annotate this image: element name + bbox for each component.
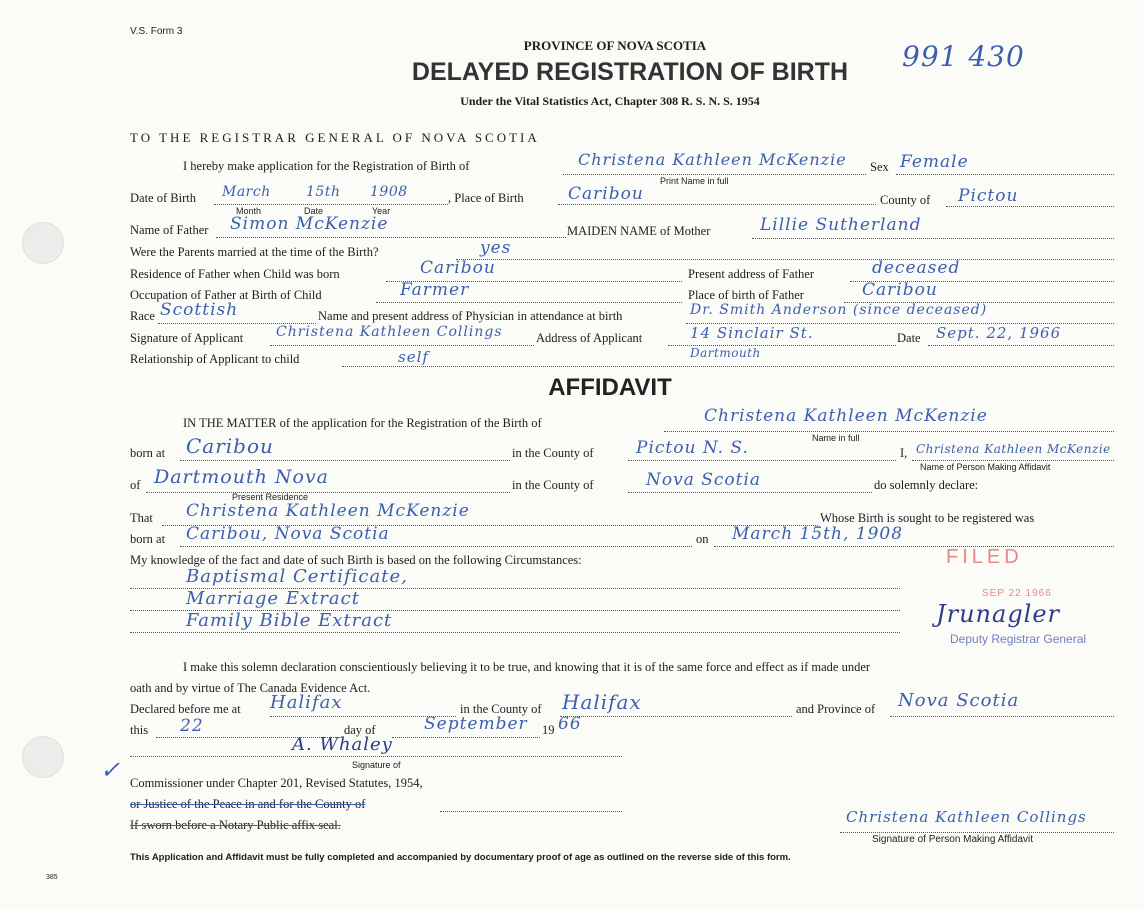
filed-stamp-date: SEP 22 1966 [982, 588, 1052, 599]
form-id: V.S. Form 3 [130, 26, 183, 37]
mother-value: Lillie Sutherland [760, 215, 922, 235]
child-name-value: Christena Kathleen McKenzie [578, 150, 847, 169]
label-commissioner: Commissioner under Chapter 201, Revised Statutes, 1954, [130, 776, 423, 790]
label-born-at: born at [130, 446, 166, 460]
label-of: of [130, 478, 141, 492]
label-year: Year [372, 206, 391, 216]
affidavit-that-value: Christena Kathleen McKenzie [186, 501, 470, 521]
field-line [216, 237, 566, 238]
field-line [558, 204, 876, 205]
label-signature-of: Signature of [352, 760, 401, 770]
label-matter: IN THE MATTER of the application for the Registration of the Birth of [183, 416, 542, 430]
field-line [392, 737, 540, 738]
circumstance-2: Marriage Extract [186, 588, 360, 609]
deputy-registrar-stamp: Deputy Registrar General [950, 632, 1087, 646]
birthplace-father-value: Caribou [862, 280, 938, 300]
footer-note: This Application and Affidavit must be fully completed and accompanied by documentary proof of age as outlined on the reverse side of this form. [130, 852, 791, 863]
field-line [752, 238, 1114, 239]
label-name-in-full: Name in full [812, 433, 860, 443]
field-line [214, 204, 448, 205]
label-name-person-affidavit: Name of Person Making Affidavit [920, 462, 1051, 472]
declaration-line-1: I make this solemn declaration conscientiously believing it to be true, and knowing that it is of the same force and effect as if made under [183, 660, 871, 674]
label-county: County of [880, 193, 931, 207]
label-on: on [696, 532, 709, 546]
label-year-19: 19 [542, 723, 555, 737]
label-solemnly-declare: do solemnly declare: [874, 478, 979, 492]
label-print-name: Print Name in full [660, 176, 729, 186]
relationship-value: self [398, 348, 429, 366]
present-address-father-value: deceased [872, 258, 961, 278]
county-value: Pictou [958, 186, 1019, 206]
label-in-county-2: in the County of [512, 478, 594, 492]
date-applicant-value: Sept. 22, 1966 [936, 324, 1062, 342]
race-value: Scottish [160, 300, 239, 320]
label-justice: or Justice of the Peace in and for the County of [130, 797, 366, 811]
affidavit-child-name: Christena Kathleen McKenzie [704, 406, 988, 426]
field-line [130, 756, 622, 757]
dob-month-value: March [222, 184, 271, 200]
day-value: 22 [180, 716, 204, 736]
label-relationship: Relationship of Applicant to child [130, 352, 300, 366]
label-day-of: day of [344, 723, 376, 737]
label-father: Name of Father [130, 223, 209, 237]
field-line [456, 259, 1114, 260]
label-date-applicant: Date [897, 331, 921, 345]
sex-value: Female [900, 152, 969, 172]
affidavit-born-at-value: Caribou [186, 434, 274, 458]
affidavit-heading: AFFIDAVIT [548, 374, 672, 401]
field-line [560, 716, 792, 717]
month-value: September [424, 714, 528, 734]
label-born-at-2: born at [130, 532, 166, 546]
label-mother: MAIDEN NAME of Mother [567, 224, 711, 238]
field-line [912, 460, 1114, 461]
label-that: That [130, 511, 153, 525]
label-birthplace-father: Place of birth of Father [688, 288, 804, 302]
dob-year-value: 1908 [370, 184, 408, 200]
field-line [440, 811, 622, 812]
label-residence-father: Residence of Father when Child was born [130, 267, 340, 281]
label-whose-birth: Whose Birth is sought to be registered was [820, 511, 1035, 525]
field-line [628, 492, 872, 493]
label-sex: Sex [870, 160, 889, 174]
label-dob: Date of Birth [130, 191, 196, 205]
signature-applicant-value: Christena Kathleen Collings [276, 324, 503, 340]
dob-day-value: 15th [306, 184, 341, 200]
physician-value: Dr. Smith Anderson (since deceased) [690, 302, 988, 318]
affidavit-born-at2-value: Caribou, Nova Scotia [186, 524, 390, 544]
residence-father-value: Caribou [420, 258, 496, 278]
addressee: TO THE REGISTRAR GENERAL OF NOVA SCOTIA [130, 130, 540, 145]
field-line [376, 302, 682, 303]
field-line [890, 716, 1114, 717]
label-signature-applicant: Signature of Applicant [130, 331, 244, 345]
punch-hole [22, 222, 64, 264]
label-signature-person-affidavit: Signature of Person Making Affidavit [872, 834, 1034, 845]
declared-at-value: Halifax [270, 692, 343, 713]
field-line [146, 492, 510, 493]
field-line [180, 546, 692, 547]
declaration-line-2: oath and by virtue of The Canada Evidence Act. [130, 681, 371, 695]
label-physician: Name and present address of Physician in attendance at birth [318, 309, 623, 323]
label-month: Month [236, 206, 262, 216]
label-knowledge: My knowledge of the fact and date of such Birth is based on the following Circumstances: [130, 553, 582, 567]
field-line [563, 174, 866, 175]
label-application: I hereby make application for the Registration of Birth of [183, 159, 470, 173]
label-declared-county: in the County of [460, 702, 542, 716]
affidavit-residence-value: Dartmouth Nova [154, 466, 330, 488]
label-address-applicant: Address of Applicant [536, 331, 643, 345]
page-title: DELAYED REGISTRATION OF BIRTH [411, 58, 849, 86]
label-married: Were the Parents married at the time of the Birth? [130, 245, 379, 259]
page-subtitle: Under the Vital Statistics Act, Chapter 308 R. S. N. S. 1954 [460, 94, 760, 108]
declared-county-value: Halifax [562, 690, 642, 714]
field-line [342, 366, 1114, 367]
registrar-signature: Jrunagler [936, 600, 1061, 628]
field-line [714, 546, 1114, 547]
label-occupation: Occupation of Father at Birth of Child [130, 288, 322, 302]
declared-province-value: Nova Scotia [898, 690, 1020, 711]
filed-stamp: FILED [946, 546, 1023, 568]
field-line [180, 460, 510, 461]
printer-code: 385 [46, 874, 58, 881]
affiant-signature: Christena Kathleen Collings [846, 808, 1087, 826]
check-mark-icon: ✓ [100, 756, 122, 784]
label-in-county: in the County of [512, 446, 594, 460]
field-line [946, 206, 1114, 207]
field-line [270, 345, 534, 346]
field-line [840, 832, 1114, 833]
circumstance-3: Family Bible Extract [186, 610, 393, 631]
address-applicant-line2: Dartmouth [690, 346, 761, 360]
field-line [664, 431, 1114, 432]
label-present-address-father: Present address of Father [688, 267, 815, 281]
registration-number: 991 430 [902, 40, 1025, 73]
label-notary: If sworn before a Notary Public affix seal. [130, 818, 341, 832]
label-present-residence: Present Residence [232, 492, 309, 502]
label-race: Race [130, 309, 155, 323]
label-declared-before: Declared before me at [130, 702, 241, 716]
married-value: yes [480, 238, 512, 258]
circumstance-1: Baptismal Certificate, [186, 566, 408, 587]
address-applicant-value: 14 Sinclair St. [690, 324, 814, 342]
label-this: this [130, 723, 149, 737]
place-birth-value: Caribou [568, 184, 644, 204]
occupation-value: Farmer [400, 280, 470, 300]
label-date: Date [304, 206, 324, 216]
year-value: 66 [558, 714, 582, 734]
province-header: PROVINCE OF NOVA SCOTIA [523, 38, 707, 53]
label-i: I, [900, 446, 908, 460]
affidavit-person-value: Christena Kathleen McKenzie [916, 442, 1111, 456]
father-value: Simon McKenzie [230, 214, 389, 234]
affidavit-res-county-value: Nova Scotia [646, 470, 762, 490]
field-line [130, 632, 900, 633]
field-line [896, 174, 1114, 175]
label-place-birth: , Place of Birth [448, 191, 524, 205]
field-line [928, 345, 1114, 346]
field-line [628, 460, 896, 461]
affidavit-on-value: March 15th, 1908 [732, 524, 904, 544]
commissioner-signature: A. Whaley [292, 734, 393, 755]
affidavit-county-value: Pictou N. S. [636, 438, 749, 458]
label-province-of: and Province of [796, 702, 876, 716]
punch-hole [22, 736, 64, 778]
